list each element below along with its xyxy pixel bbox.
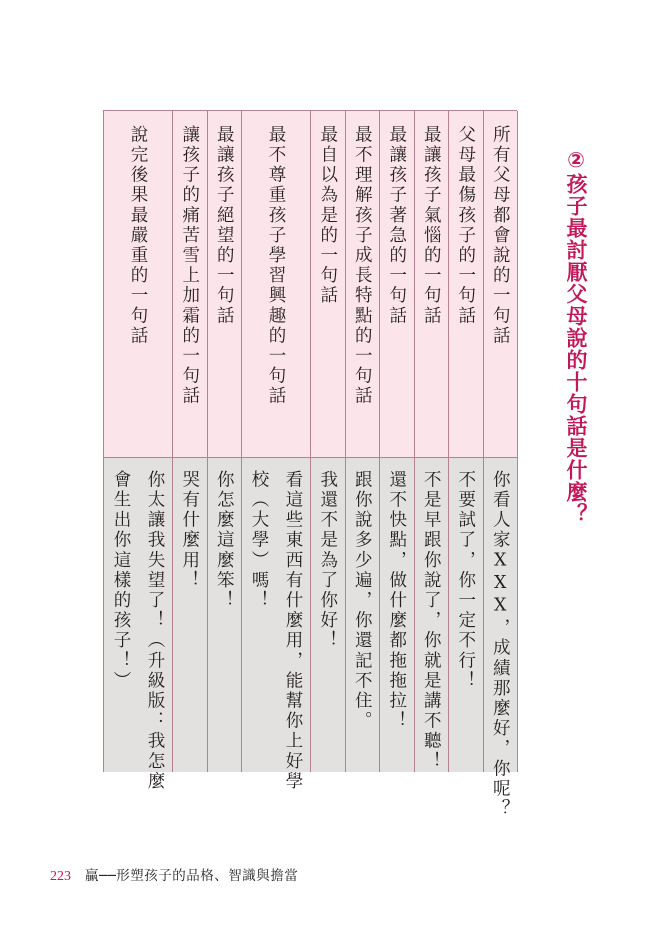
phrases-table bbox=[103, 110, 517, 820]
table-row bbox=[242, 111, 311, 792]
quote-line-2: 校（大學）嗎！ bbox=[249, 470, 269, 611]
table-row bbox=[311, 111, 346, 772]
section-title: 孩子最討厭父母說的十句話是什麼？ bbox=[564, 173, 588, 525]
table-row bbox=[449, 111, 484, 772]
quote-cell bbox=[449, 458, 483, 772]
quote-cell bbox=[311, 458, 345, 772]
quote-cell bbox=[346, 458, 380, 772]
phrase-type: 最不尊重孩子學習興趣的一句話 bbox=[266, 125, 286, 407]
quote-cell bbox=[173, 458, 207, 772]
phrase-type-cell bbox=[311, 111, 345, 458]
page-footer bbox=[50, 866, 298, 886]
section-heading bbox=[558, 148, 594, 525]
quote: 我還不是為了你好！ bbox=[317, 470, 338, 651]
phrase-type: 最讓孩子氣惱的一句話 bbox=[421, 125, 442, 326]
quote: 不要試了，你一定不行！ bbox=[455, 470, 476, 692]
quote-cell bbox=[484, 458, 518, 820]
phrase-type-cell bbox=[242, 111, 310, 458]
phrase-type: 父母最傷孩子的一句話 bbox=[455, 125, 476, 326]
phrase-type-cell bbox=[346, 111, 380, 458]
table-row bbox=[173, 111, 208, 772]
phrase-type-cell bbox=[449, 111, 483, 458]
phrase-type-cell bbox=[415, 111, 449, 458]
phrase-type-cell bbox=[380, 111, 414, 458]
phrase-type-cell bbox=[104, 111, 172, 458]
phrase-type-cell bbox=[173, 111, 207, 458]
section-number: ② bbox=[564, 148, 588, 173]
quote-cell bbox=[104, 458, 172, 792]
phrase-type: 讓孩子的痛苦雪上加霜的一句話 bbox=[179, 125, 200, 407]
quote: 還不快點，做什麼都拖拖拉！ bbox=[386, 470, 407, 732]
quote-cell bbox=[242, 458, 310, 792]
quote: 跟你說多少遍，你還記不住。 bbox=[352, 470, 373, 732]
phrase-type: 所有父母都會說的一句話 bbox=[490, 125, 511, 347]
quote-cell bbox=[415, 458, 449, 772]
table-row bbox=[104, 111, 173, 792]
page-number: 223 bbox=[50, 869, 71, 884]
book-title: 贏──形塑孩子的品格、智識與擔當 bbox=[85, 868, 299, 884]
quote: 你看人家XXX，成績那麼好，你呢？ bbox=[490, 470, 511, 820]
quote-cell bbox=[380, 458, 414, 772]
table-row bbox=[415, 111, 450, 772]
phrase-type-cell bbox=[208, 111, 242, 458]
phrase-type: 說完後果最嚴重的一句話 bbox=[128, 125, 148, 347]
table-row bbox=[208, 111, 243, 772]
quote-line-2: 會生出你這樣的孩子！） bbox=[111, 470, 131, 692]
table-row bbox=[380, 111, 415, 772]
phrase-type: 最不理解孩子成長特點的一句話 bbox=[352, 125, 373, 407]
phrase-type: 最讓孩子絕望的一句話 bbox=[214, 125, 235, 326]
table-row bbox=[346, 111, 381, 772]
quote-line-1: 看這些東西有什麼用，能幫你上好學 bbox=[283, 470, 303, 792]
phrase-type: 最讓孩子著急的一句話 bbox=[386, 125, 407, 326]
table-row bbox=[484, 111, 519, 820]
phrase-type-cell bbox=[484, 111, 518, 458]
quote-line-1: 你太讓我失望了！（升級版：我怎麼 bbox=[145, 470, 165, 792]
phrase-type: 最自以為是的一句話 bbox=[317, 125, 338, 306]
quote-cell bbox=[208, 458, 242, 772]
quote: 哭有什麼用！ bbox=[179, 470, 200, 591]
quote: 不是早跟你說了，你就是講不聽！ bbox=[421, 470, 442, 772]
quote: 你怎麼這麼笨！ bbox=[214, 470, 235, 611]
